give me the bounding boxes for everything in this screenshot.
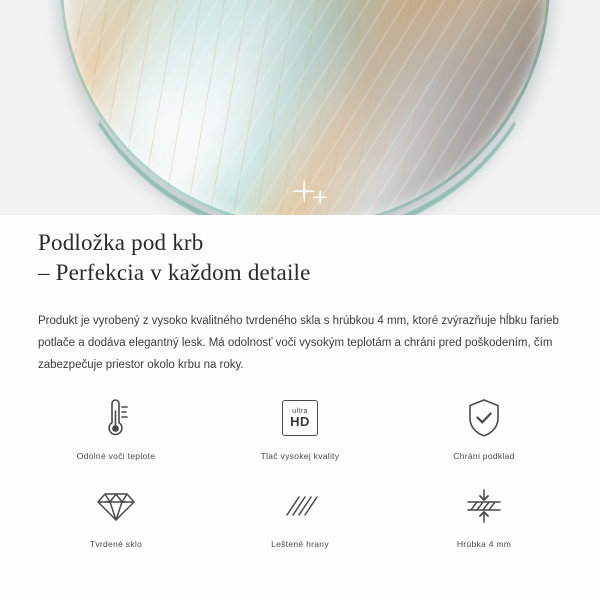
- hero-image: [0, 0, 600, 215]
- diamond-icon: [24, 483, 208, 529]
- ultra-hd-icon: [208, 395, 392, 441]
- feature-item-protects-surface: [392, 395, 576, 461]
- text-block: [0, 228, 600, 376]
- feature-grid: [0, 395, 600, 571]
- feature-item-print-quality: [208, 395, 392, 461]
- thermometer-icon: [24, 395, 208, 441]
- shield-check-icon: [392, 395, 576, 441]
- feature-item-tempered-glass: [24, 483, 208, 549]
- feature-label: Hrúbka 4 mm: [456, 539, 512, 549]
- feature-row-1: [24, 395, 576, 461]
- feature-label: Chráni podklad: [453, 451, 515, 461]
- page-title: [38, 228, 562, 288]
- ultra-hd-badge-top: ultra: [292, 408, 308, 415]
- ultra-hd-badge-bottom: HD: [290, 414, 310, 429]
- feature-label: Odolné voči teplote: [76, 451, 156, 461]
- feature-label: Tlač vysokej kvality: [260, 451, 340, 461]
- polished-edges-icon: [208, 483, 392, 529]
- feature-row-2: [24, 483, 576, 549]
- headline-line-2: – Perfekcia v každom detaile: [38, 260, 311, 285]
- feature-item-thickness: [392, 483, 576, 549]
- thickness-icon: [392, 483, 576, 529]
- feature-item-polished-edges: [208, 483, 392, 549]
- description-paragraph: Produkt je vyrobený z vysoko kvalitného tvrdeného skla s hrúbkou 4 mm, ktoré zvýrazňuje hĺbku farieb potlače a dodáva elegantný lesk. Má odolnosť voči vysokým teplotám a chráni pred poškodením, čím zabezpečuje priestor okolo krbu na roky.: [38, 315, 559, 371]
- feature-item-temperature: [24, 395, 208, 461]
- feature-label: Leštené hrany: [271, 539, 329, 549]
- feature-label: Tvrdené sklo: [89, 539, 143, 549]
- headline-line-1: Podložka pod krb: [38, 230, 204, 255]
